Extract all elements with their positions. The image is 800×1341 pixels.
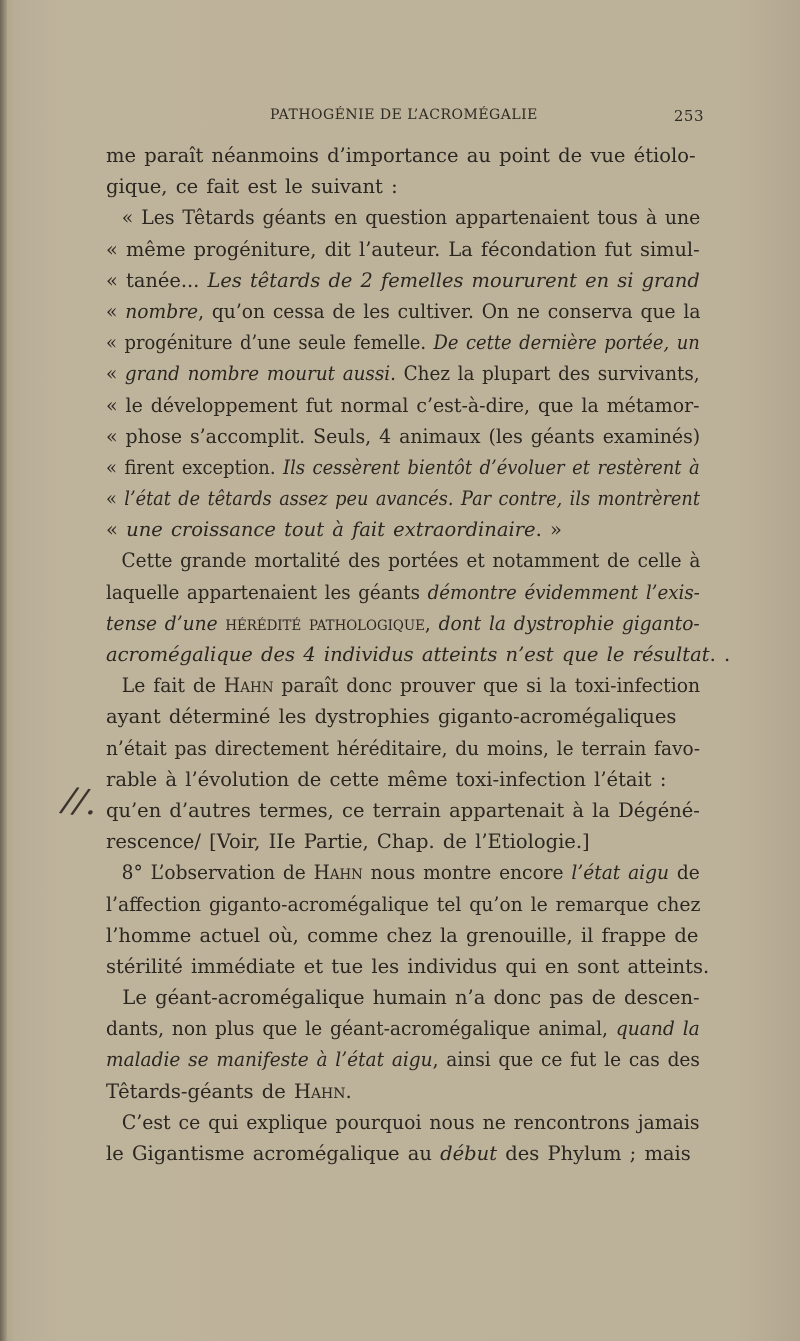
text-line [106,733,700,764]
binding-edge [0,0,7,1341]
text-span: ayant déterminé les dystrophies giganto-acromégaliques [106,705,677,729]
small-caps-span: hérédité pathologique [225,611,425,635]
text-span: rable à l’évolution de cette même toxi-infection l’était : [106,767,667,791]
text-line [106,795,699,826]
text-span: Le géant-acromégalique humain n’a donc pas de descen- [106,986,700,1010]
small-caps-span: Hahn [313,861,363,885]
text-line [106,889,701,920]
text-line [106,514,700,545]
italic-span: début [440,1142,498,1165]
text-span: « Les Têtards géants en question appartenaient tous à une [106,206,701,230]
text-line [106,608,700,639]
italic-span: démontre évidemment l’exis- [427,580,700,604]
text-span: de [669,861,700,885]
text-line [106,764,700,795]
italic-span: quand la [615,1017,700,1041]
text-line [106,639,731,670]
text-span: « progéniture d’une seule femelle. [106,331,434,355]
text-line [106,1013,700,1044]
text-span: C’est ce qui explique pourquoi nous ne rencontrons jamais [106,1110,700,1134]
text-span: . . [709,643,731,666]
italic-span: tense d’une [106,611,226,635]
text-span: nous montre encore [362,861,572,885]
text-line [106,826,700,857]
text-span: qu’en d’autres termes, ce terrain appartenait à la Dégéné- [106,798,700,822]
italic-span: dont la dystrophie giganto- [438,611,700,635]
text-span: , [424,611,439,635]
text-span: , qu’on cessa de les cultiver. On ne conserva que la [198,299,701,323]
italic-span: acromégalique des 4 individus atteints n’est que le résultat [106,643,710,666]
text-line [106,171,700,202]
text-line [106,1044,700,1075]
text-line [106,140,700,171]
text-span: des Phylum ; mais [497,1142,691,1165]
text-line [106,358,700,389]
text-line [106,452,700,483]
text-span: « phose s’accomplit. Seuls, 4 animaux (les géants examinés) [106,424,701,448]
text-span: « [106,362,125,386]
page-number: 253 [673,107,704,125]
text-span: l’homme actuel où, comme chez la grenouille, il frappe de [106,923,699,947]
text-line [106,920,700,951]
text-span: « firent exception. [106,455,284,479]
text-span: gique, ce fait est le suivant : [106,175,398,199]
text-line [106,670,701,701]
text-span: 8° L’observation de [106,861,314,885]
text-line [106,577,700,608]
text-span: Le fait de [106,674,224,698]
body-text [106,140,731,1169]
italic-span: maladie se manifeste à l’état aigu [106,1048,433,1072]
text-span: n’était pas directement héréditaire, du moins, le terrain favo- [106,736,700,760]
text-span: Cette grande mortalité des portées et notamment de celle à [106,549,701,573]
text-line [106,421,701,452]
italic-span: l’état aigu [571,861,670,885]
text-span: paraît donc prouver que si la toxi-infection [273,674,701,698]
text-line [106,327,700,358]
italic-span: grand nombre mourut aussi [124,362,391,386]
running-head [270,107,704,129]
text-line [106,483,700,514]
text-span: dants, non plus que le géant-acromégalique animal, [106,1017,616,1041]
text-span: laquelle appartenaient les géants [106,580,428,604]
text-span: l’affection giganto-acromégalique tel qu’on le remarque chez [106,892,701,916]
text-span: . » [535,518,562,542]
text-span: « [106,518,127,542]
italic-span: une croissance tout à fait extraordinaire [126,518,536,542]
small-caps-span: Hahn [223,674,274,698]
text-span: le Gigantisme acromégalique au [106,1142,441,1165]
text-line [106,1107,700,1138]
text-line [106,545,701,576]
italic-span: Ils cessèrent bientôt d’évoluer et restèrent à [283,455,700,479]
italic-span: nombre [125,299,199,323]
text-line [106,234,700,265]
italic-span: l’état de têtards assez peu avancés. Par contre, ils montrèrent [124,487,700,511]
text-span: « [106,487,125,511]
italic-span: De cette dernière portée, un [433,331,700,355]
text-line [106,265,700,296]
text-span: . [345,1079,352,1103]
text-span: « le développement fut normal c’est-à-dire, que la métamor- [106,393,700,417]
text-line [106,202,701,233]
text-span: « [106,299,126,323]
text-span: . Chez la plupart des survivants, [390,362,700,386]
text-line [106,951,710,982]
text-span: , ainsi que ce fut le cas des [432,1048,700,1072]
text-span: rescence/ [Voir, IIe Partie, Chap. de l’Etiologie.] [106,830,590,854]
text-line [106,390,700,421]
text-line [106,296,701,327]
text-span: stérilité immédiate et tue les individus qui en sont atteints. [106,954,710,978]
text-span: Têtards-géants de [106,1079,294,1103]
text-span: « tanée... [106,268,208,292]
handwritten-margin-note: //. [60,779,100,824]
text-line [106,982,700,1013]
text-line [106,857,700,888]
text-line [106,701,700,732]
text-span: « même progéniture, dit l’auteur. La fécondation fut simul- [106,237,700,261]
text-line [106,1138,700,1169]
text-line [106,1076,700,1107]
small-caps-span: Hahn [293,1079,346,1103]
chapter-title: PATHOGÉNIE DE L’ACROMÉGALIE [270,107,538,123]
text-span: me paraît néanmoins d’importance au point de vue étiolo- [106,144,696,167]
italic-span: Les têtards de 2 femelles moururent en si grand [207,268,700,292]
